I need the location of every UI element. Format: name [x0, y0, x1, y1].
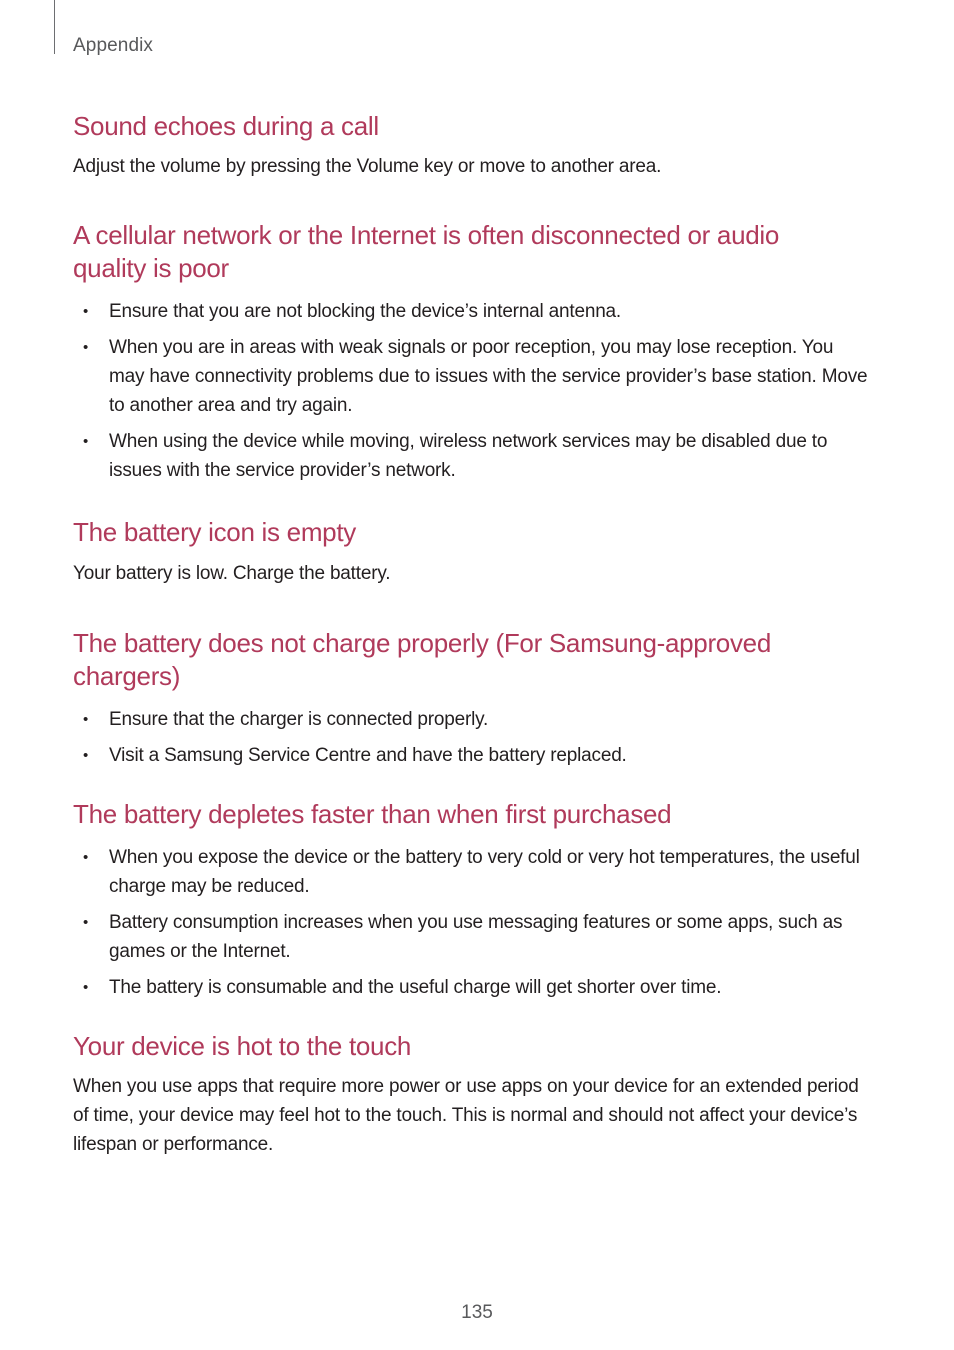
heading-line: A cellular network or the Internet is often disconnected or audio [73, 220, 780, 250]
section-network-disconnected [73, 219, 873, 485]
bullet-icon: • [83, 747, 89, 764]
list-item [73, 705, 873, 734]
section-body: When you use apps that require more power or use apps on your device for an extended period of time, your device may feel hot to the touch. This is normal and should not affect your device’s lifespan or performance. [73, 1076, 859, 1155]
section-heading: The battery icon is empty [73, 517, 356, 547]
list-item [73, 973, 873, 1002]
bullet-icon: • [83, 849, 89, 866]
list-item [73, 843, 873, 901]
bullet-icon: • [83, 914, 89, 931]
section-device-hot [73, 1030, 873, 1159]
list-item-text: Ensure that you are not blocking the device’s internal antenna. [109, 301, 622, 322]
list-item-text: Ensure that the charger is connected properly. [109, 709, 489, 730]
bullet-icon: • [83, 303, 89, 320]
section-body: Your battery is low. Charge the battery. [73, 563, 391, 584]
list-item [73, 297, 873, 326]
list-item [73, 427, 873, 485]
list-item [73, 741, 873, 770]
margin-rule [54, 0, 55, 54]
bullet-icon: • [83, 711, 89, 728]
list-item-text: Visit a Samsung Service Centre and have the battery replaced. [109, 745, 627, 766]
list-item-text: When you are in areas with weak signals or poor reception, you may lose reception. You may have connectivity problems due to issues with the service provider’s base station. Move to another area and try again. [109, 337, 868, 416]
section-heading [73, 219, 873, 285]
section-battery-not-charging [73, 627, 873, 770]
bullet-icon: • [83, 979, 89, 996]
section-body: Adjust the volume by pressing the Volume key or move to another area. [73, 156, 662, 177]
section-heading: The battery depletes faster than when first purchased [73, 799, 672, 829]
heading-line: The battery does not charge properly (For Samsung-approved [73, 628, 771, 658]
heading-line: chargers) [73, 661, 181, 691]
heading-line: quality is poor [73, 253, 229, 283]
list-item-text: The battery is consumable and the useful charge will get shorter over time. [109, 977, 722, 998]
page-content [73, 110, 873, 1159]
bullet-icon: • [83, 339, 89, 356]
running-head: Appendix [73, 35, 154, 56]
page-number: 135 [461, 1302, 493, 1323]
section-sound-echoes [73, 110, 873, 181]
section-heading: Your device is hot to the touch [73, 1031, 412, 1061]
bullet-list [73, 705, 873, 770]
bullet-list [73, 843, 873, 1002]
section-heading [73, 627, 873, 693]
section-battery-depletes [73, 798, 873, 1002]
list-item [73, 333, 873, 420]
list-item [73, 908, 873, 966]
section-battery-icon-empty [73, 516, 873, 588]
list-item-text: When using the device while moving, wireless network services may be disabled due to issues with the service provider’s network. [109, 431, 828, 481]
bullet-icon: • [83, 433, 89, 450]
bullet-list [73, 297, 873, 485]
section-heading: Sound echoes during a call [73, 111, 379, 141]
list-item-text: When you expose the device or the battery to very cold or very hot temperatures, the useful charge may be reduced. [109, 847, 860, 897]
list-item-text: Battery consumption increases when you use messaging features or some apps, such as games or the Internet. [109, 912, 843, 962]
